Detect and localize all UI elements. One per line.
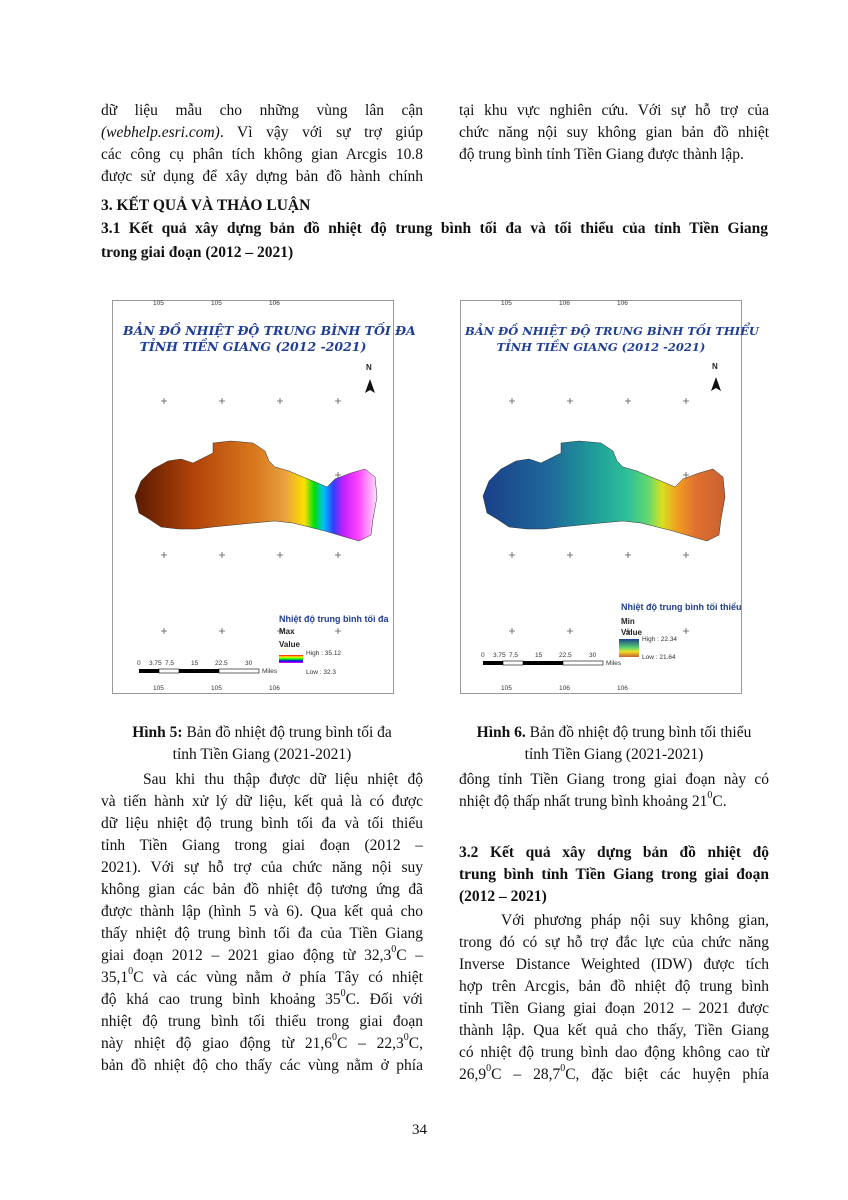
section-3-heading: 3. KẾT QUẢ VÀ THẢO LUẬN (101, 197, 311, 214)
text-line: nhiệt độ trung bình tối thiểu trong giai đoạn (101, 1013, 423, 1030)
text-line: có nhiệt độ trung bình dao động không cao từ (459, 1044, 769, 1061)
top-left-paragraph (101, 100, 423, 188)
map-title-line: TỈNH TIỀN GIANG (2012 -2021) (496, 340, 706, 354)
text-line: các công cụ phân tích không gian Arcgis 10.8 (101, 146, 423, 163)
legend-title: Nhiệt độ trung bình tối đa (279, 614, 389, 624)
text-line: thành lập. Qua kết quả cho thấy, Tiền Giang (459, 1022, 769, 1039)
map-title (465, 323, 759, 355)
text-line: nhiệt độ thấp nhất trung bình khoảng $21^0C$. (459, 790, 727, 810)
scale-label: 22.5 (215, 660, 228, 667)
caption-text: Bản đồ nhiệt độ trung bình tối đa (182, 724, 392, 741)
text-line: và tiến hành xử lý dữ liệu, kết quả là có được (101, 793, 423, 810)
scale-label: 30 (245, 660, 253, 667)
caption-text: tỉnh Tiền Giang (2021-2021) (172, 746, 352, 763)
tick-bottom: 106 (269, 685, 280, 692)
scale-label: 0 (137, 660, 141, 667)
text-line: tại khu vực nghiên cứu. Với sự hỗ trợ của (459, 102, 769, 119)
tick-bottom: 106 (559, 685, 570, 692)
scale-bar (483, 661, 603, 665)
text-line: độ trung bình tỉnh Tiền Giang được thành lập. (459, 146, 744, 163)
text-line: tỉnh Tiền Giang giai đoạn 2012 – 2021 được (459, 1000, 769, 1017)
tick-top: 106 (559, 300, 570, 307)
text-line: Sau khi thu thập được dữ liệu nhiệt độ (143, 771, 423, 788)
text-line: bản đồ nhiệt độ cho thấy các vùng nằm ở phía (101, 1057, 423, 1074)
text-line: đông tỉnh Tiền Giang trong giai đoạn này có (459, 771, 769, 788)
province-shape (135, 441, 377, 541)
north-label: N (712, 362, 718, 371)
text-line: 2021). Với sự hỗ trợ của chức năng nội suy (101, 859, 423, 876)
figure-5-caption (101, 722, 423, 766)
heading-line: (2012 – 2021) (459, 888, 547, 905)
text-line: tỉnh Tiền Giang trong giai đoạn (2012 – (101, 837, 423, 854)
legend-field: Min (621, 617, 635, 626)
caption-label: Hình 6. (476, 724, 526, 741)
tick-bottom: 105 (153, 685, 164, 692)
legend-color-ramp (619, 639, 639, 657)
citation-link[interactable]: (webhelp.esri.com) (101, 124, 220, 141)
legend-low: Low : 21.64 (642, 654, 676, 661)
legend-high: High : 35.12 (306, 650, 342, 657)
section-3-2-heading (459, 842, 769, 908)
north-arrow (365, 379, 375, 393)
map-title-line: BẢN ĐỒ NHIỆT ĐỘ TRUNG BÌNH TỐI THIỂU (465, 324, 759, 338)
caption-text: Bản đồ nhiệt độ trung bình tối thiểu (525, 724, 752, 741)
scale-label: 3.75 (493, 652, 506, 659)
map-min-temperature (460, 300, 759, 694)
text-line: này nhiệt độ giao động từ 21,6$^0$C – 22,3$^0$C, (101, 1032, 424, 1052)
text-line: 26,9$^0$C – 28,7$^0$C, đặc biệt các huyện phía (459, 1063, 770, 1083)
heading-line: 3.1 Kết quả xây dựng bản đồ nhiệt độ trung bình tối đa và tối thiểu của tỉnh Tiền Giang (101, 220, 768, 237)
map-max-temperature (112, 300, 416, 694)
scale-unit: Miles (606, 660, 622, 667)
text-line: được thành lập (hình 5 và 6). Qua kết quả cho (101, 903, 423, 920)
section-3-1-heading (101, 218, 768, 240)
text-line: dữ liệu nhiệt độ trung bình tối đa và tối thiểu (101, 815, 423, 832)
text-line: chức năng nội suy không gian bản đồ nhiệt (459, 124, 769, 141)
text-line: độ khá cao trung bình khoảng $35^0C$. Đối với (101, 988, 423, 1008)
tick-bottom: 105 (501, 685, 512, 692)
legend-value: Value (279, 640, 300, 649)
heading-line: trung bình tỉnh Tiền Giang trong giai đoạn (459, 866, 769, 883)
tick-top: 105 (211, 300, 222, 307)
caption-label: Hình 5: (132, 724, 183, 741)
text-line: được sử dụng để xây dựng bản đồ hành chính (101, 168, 423, 185)
scale-bar (139, 669, 259, 673)
text-line: trong đó có sự hỗ trợ đắc lực của chức năng (459, 934, 769, 951)
legend-field: Max (279, 627, 295, 636)
right-body-paragraph (459, 910, 769, 1086)
province-shape (483, 441, 725, 541)
scale-label: 3.75 (149, 660, 162, 667)
tick-top: 105 (501, 300, 512, 307)
map-max-svg (113, 301, 416, 693)
scale-label: 7.5 (509, 652, 519, 659)
section-3-1-heading-cont: trong giai đoạn (2012 – 2021) (101, 244, 294, 261)
scale-label: 30 (589, 652, 597, 659)
text-line: Inverse Distance Weighted (IDW) được tích (459, 956, 769, 973)
scale-label: 7.5 (165, 660, 175, 667)
legend-color-ramp (279, 655, 303, 663)
legend-high: High : 22.34 (642, 636, 678, 643)
legend-title: Nhiệt độ trung bình tối thiểu (621, 602, 742, 612)
text-line: Với phương pháp nội suy không gian, (501, 912, 769, 929)
map-min-svg (461, 301, 759, 693)
text-line: thấy nhiệt độ trung bình tối đa của Tiền Giang (101, 925, 423, 942)
scale-label: 15 (191, 660, 199, 667)
figure-6-caption (449, 722, 779, 766)
text-line: (webhelp.esri.com). Vì vậy với sự trợ giúp (101, 124, 423, 141)
left-body-paragraph (101, 769, 423, 1077)
tick-top: 106 (269, 300, 280, 307)
scale-label: 22.5 (559, 652, 572, 659)
caption-text: tỉnh Tiền Giang (2021-2021) (524, 746, 704, 763)
tick-top: 105 (153, 300, 164, 307)
tick-bottom: 106 (617, 685, 628, 692)
tick-top: 106 (617, 300, 628, 307)
scale-label: 0 (481, 652, 485, 659)
scale-unit: Miles (262, 668, 278, 675)
map-title-line: BẢN ĐỒ NHIỆT ĐỘ TRUNG BÌNH TỐI ĐA (123, 323, 416, 338)
map-title (123, 323, 416, 355)
legend-value: Value (621, 628, 642, 637)
north-arrow (711, 377, 721, 391)
right-body-top (459, 769, 769, 813)
heading-line: 3.2 Kết quả xây dựng bản đồ nhiệt độ (459, 844, 769, 861)
tick-bottom: 105 (211, 685, 222, 692)
scale-label: 15 (535, 652, 543, 659)
legend-low: Low : 32.3 (306, 669, 336, 676)
north-label: N (366, 363, 372, 372)
text-line: dữ liệu mẫu cho những vùng lân cận (101, 102, 423, 119)
map-title-line: TỈNH TIỀN GIANG (2012 -2021) (139, 339, 367, 354)
top-right-paragraph (459, 100, 769, 166)
text-line: không gian các bản đồ nhiệt độ tương ứng đã (101, 881, 423, 898)
text-line: hợp trên Arcgis, bản đồ nhiệt độ trung bình (459, 978, 769, 995)
text-line: 35,1$^0$C và các vùng nằm ở phía Tây có nhiệt (101, 966, 423, 986)
page-number: 34 (412, 1122, 427, 1138)
text-line: giai đoạn 2012 – 2021 giao động từ 32,3$^0$C – (101, 944, 424, 964)
